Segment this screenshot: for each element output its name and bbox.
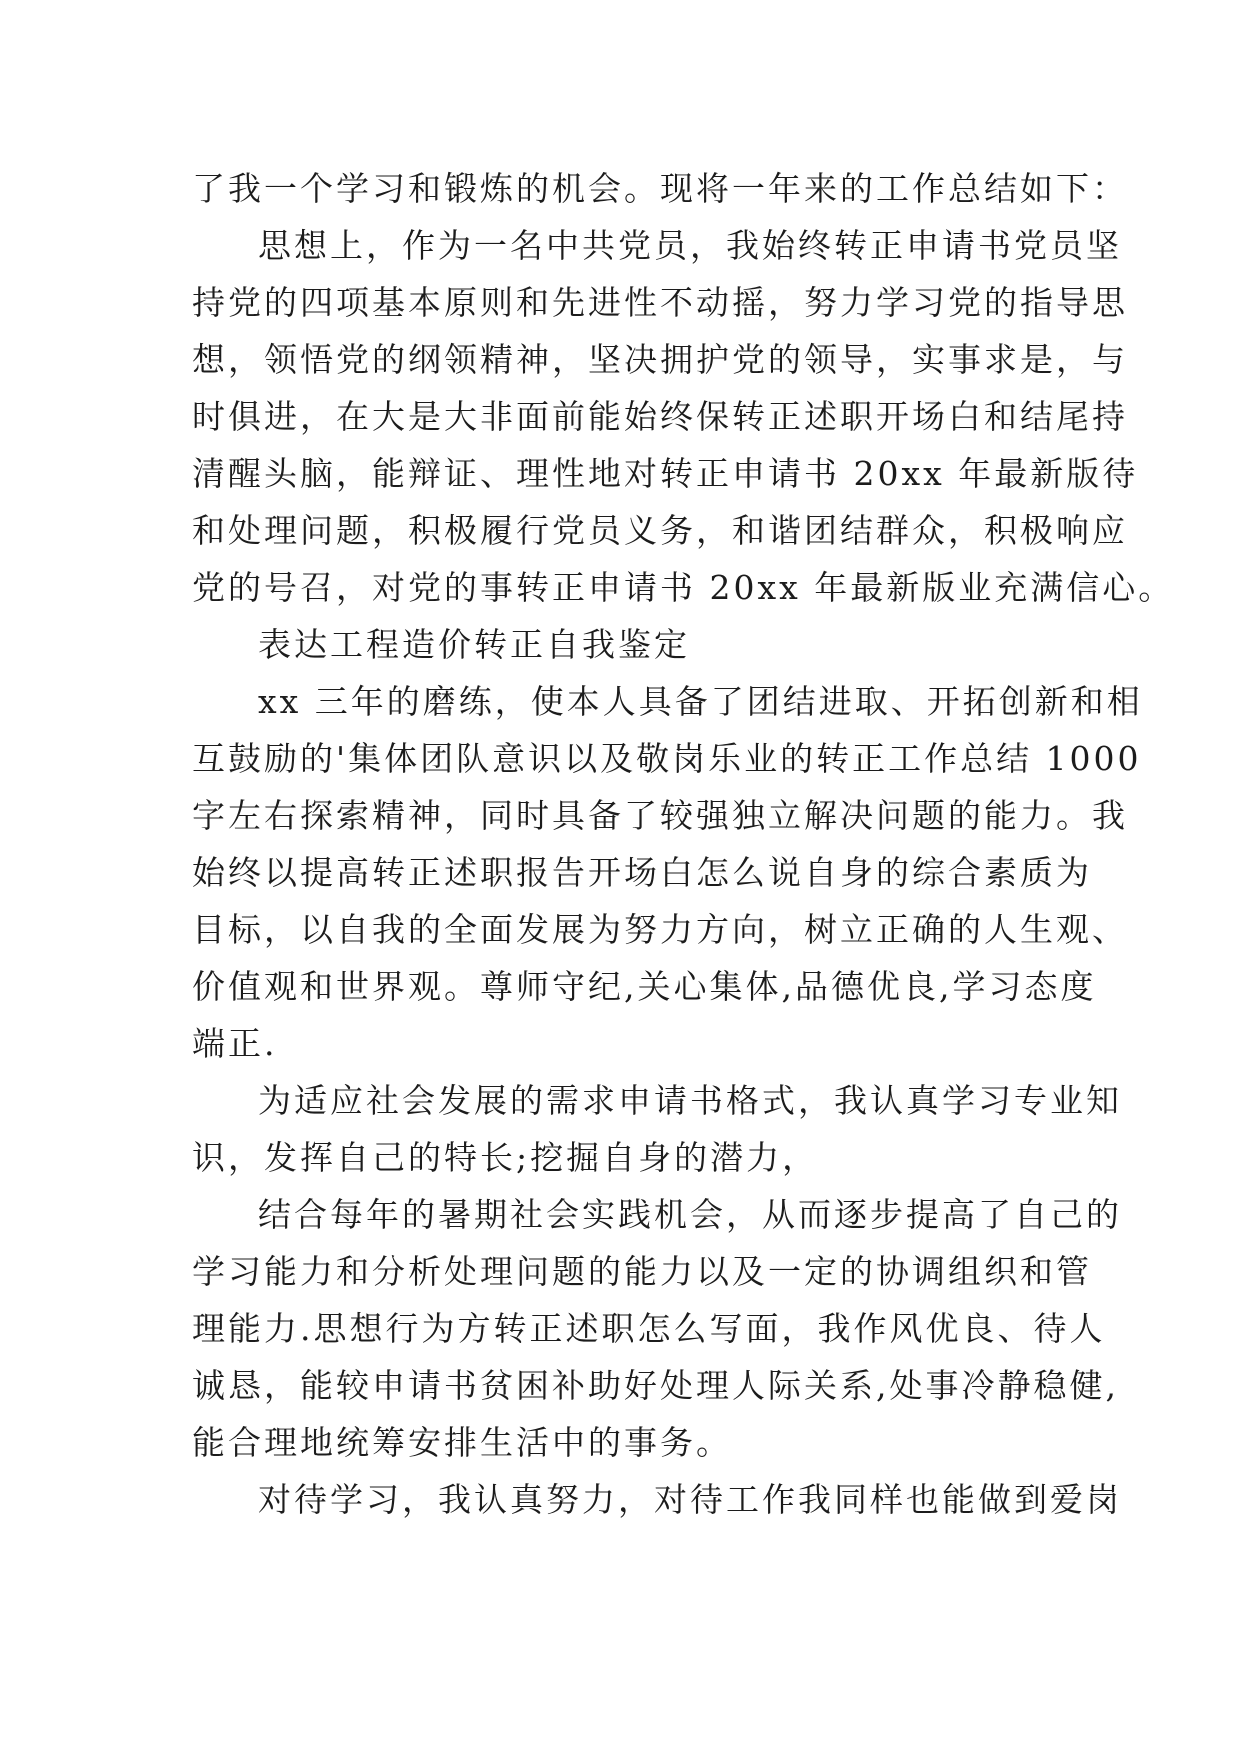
text-line: 表达工程造价转正自我鉴定 [258, 625, 690, 664]
text-line: 了我一个学习和锻炼的机会。现将一年来的工作总结如下： [192, 169, 1128, 208]
text-line: 价值观和世界观。尊师守纪,关心集体,品德优良,学习态度 [192, 967, 1097, 1006]
text-line: 诚恳，能较申请书贫困补助好处理人际关系,处事冷静稳健, [192, 1366, 1119, 1405]
document-body [192, 160, 1175, 1528]
text-line: 时俱进，在大是大非面前能始终保转正述职开场白和结尾持 [192, 397, 1128, 436]
text-line: 端正. [192, 1024, 278, 1063]
text-line: 理能力.思想行为方转正述职怎么写面，我作风优良、待人 [192, 1309, 1106, 1348]
text-line: 互鼓励的'集体团队意识以及敬岗乐业的转正工作总结 1000 [192, 739, 1142, 778]
text-line: 目标，以自我的全面发展为努力方向，树立正确的人生观、 [192, 910, 1128, 949]
text-line: 对待学习，我认真努力，对待工作我同样也能做到爱岗 [258, 1480, 1122, 1519]
text-line: 结合每年的暑期社会实践机会，从而逐步提高了自己的 [258, 1195, 1122, 1234]
text-line: 和处理问题，积极履行党员义务，和谐团结群众，积极响应 [192, 511, 1128, 550]
text-line: 学习能力和分析处理问题的能力以及一定的协调组织和管 [192, 1252, 1092, 1291]
text-line: 识，发挥自己的特长;挖掘自身的潜力， [192, 1138, 819, 1177]
text-line: 党的号召，对党的事转正申请书 20xx 年最新版业充满信心。 [192, 568, 1175, 607]
text-line: 持党的四项基本原则和先进性不动摇，努力学习党的指导思 [192, 283, 1128, 322]
text-line: 始终以提高转正述职报告开场白怎么说自身的综合素质为 [192, 853, 1092, 892]
text-line: 为适应社会发展的需求申请书格式，我认真学习专业知 [258, 1081, 1122, 1120]
text-line: 思想上，作为一名中共党员，我始终转正申请书党员坚 [258, 226, 1122, 265]
text-line: 想，领悟党的纲领精神，坚决拥护党的领导，实事求是，与 [192, 340, 1128, 379]
text-line: xx 三年的磨练，使本人具备了团结进取、开拓创新和相 [258, 682, 1143, 721]
text-line: 清醒头脑，能辩证、理性地对转正申请书 20xx 年最新版待 [192, 454, 1139, 493]
text-line: 字左右探索精神，同时具备了较强独立解决问题的能力。我 [192, 796, 1128, 835]
text-line: 能合理地统筹安排生活中的事务。 [192, 1423, 732, 1462]
